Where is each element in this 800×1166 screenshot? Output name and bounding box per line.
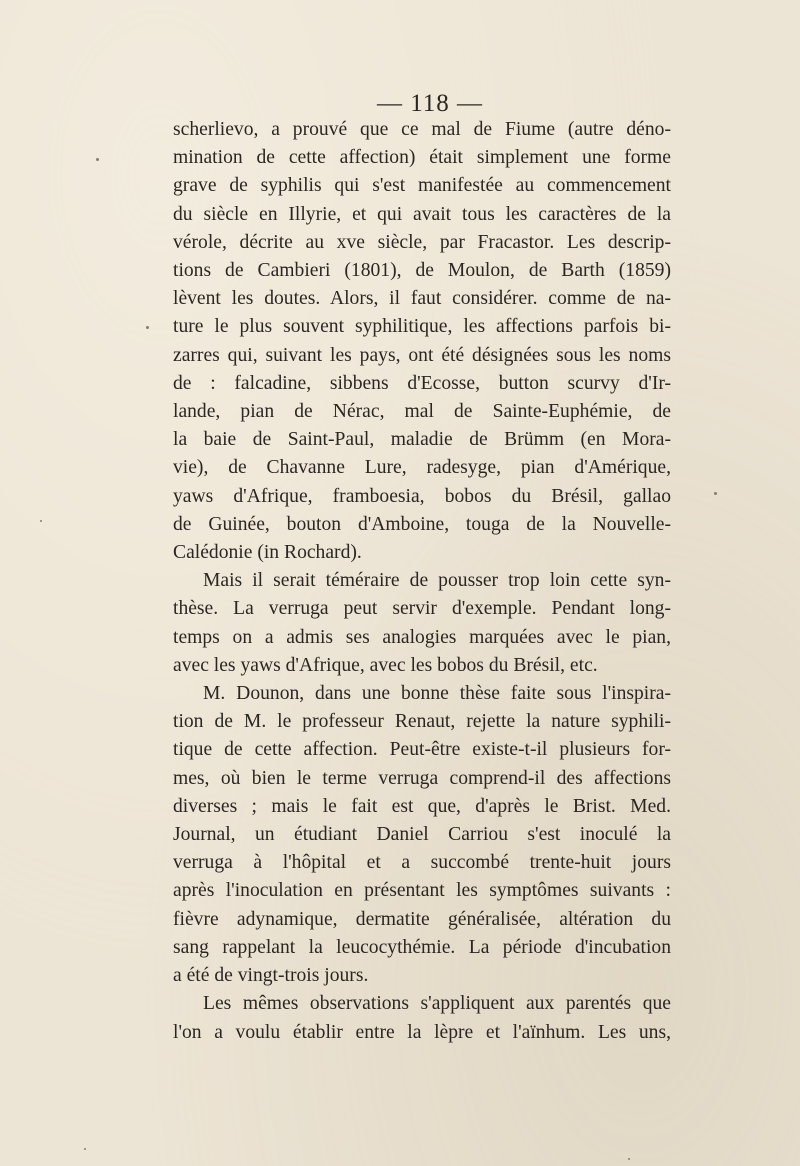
text-line: la baie de Saint-Paul, maladie de Brümm (en Mora- <box>173 429 671 451</box>
paper-speck <box>714 492 717 495</box>
text-line: mination de cette affection) était simplement une forme <box>173 147 671 169</box>
paper-speck <box>96 158 99 161</box>
text-line: lande, pian de Nérac, mal de Sainte-Euphémie, de <box>173 401 671 423</box>
text-line: scherlievo, a prouvé que ce mal de Fiume (autre déno- <box>173 119 671 140</box>
text-line: Journal, un étudiant Daniel Carriou s'est inoculé la <box>173 824 671 846</box>
text-line: Calédonie (in Rochard). <box>173 542 362 564</box>
text-line: zarres qui, suivant les pays, ont été désignées sous les noms <box>173 344 671 366</box>
text-line: Mais il serait téméraire de pousser trop loin cette syn- <box>203 570 671 592</box>
text-line: de : falcadine, sibbens d'Ecosse, button scurvy d'Ir- <box>173 372 671 394</box>
text-line: a été de vingt-trois jours. <box>173 965 369 987</box>
text-line: du siècle en Illyrie, et qui avait tous les caractères de la <box>173 203 671 225</box>
paper-speck <box>628 1158 630 1160</box>
text-line: mes, où bien le terme verruga comprend-il des affections <box>173 767 671 789</box>
text-line: diverses ; mais le fait est que, d'après le Brist. Med. <box>173 795 671 817</box>
text-line: verruga à l'hôpital et a succombé trente-huit jours <box>173 852 671 874</box>
text-line: lèvent les doutes. Alors, il faut considérer. comme de na- <box>173 288 671 310</box>
text-line: tique de cette affection. Peut-être existe-t-il plusieurs for- <box>173 739 671 761</box>
page-number: — 118 — <box>376 90 484 117</box>
text-line: temps on a admis ses analogies marquées avec le pian, <box>173 626 671 648</box>
text-line: après l'inoculation en présentant les symptômes suivants : <box>173 880 671 902</box>
text-line: de Guinée, bouton d'Amboine, touga de la Nouvelle- <box>173 513 671 535</box>
text-line: M. Dounon, dans une bonne thèse faite sous l'inspira- <box>203 683 671 705</box>
paper-speck <box>40 520 42 522</box>
text-line: vie), de Chavanne Lure, radesyge, pian d'Amérique, <box>173 457 671 479</box>
text-line: tions de Cambieri (1801), de Moulon, de Barth (1859) <box>173 260 671 282</box>
text-line: grave de syphilis qui s'est manifestée au commencement <box>173 175 671 197</box>
text-line: ture le plus souvent syphilitique, les affections parfois bi- <box>173 316 671 338</box>
text-line: sang rappelant la leucocythémie. La période d'incubation <box>173 936 671 958</box>
paper-speck <box>84 1148 86 1150</box>
text-line: yaws d'Afrique, framboesia, bobos du Brésil, gallao <box>173 485 671 507</box>
text-line: Les mêmes observations s'appliquent aux parentés que <box>203 993 671 1015</box>
text-line: l'on a voulu établir entre la lèpre et l'aïnhum. Les uns, <box>173 1021 671 1043</box>
text-line: fièvre adynamique, dermatite généralisée, altération du <box>173 908 671 930</box>
text-line: thèse. La verruga peut servir d'exemple. Pendant long- <box>173 598 671 620</box>
text-line: vérole, décrite au xve siècle, par Fracastor. Les descrip- <box>173 231 671 253</box>
text-line: tion de M. le professeur Renaut, rejette la nature syphili- <box>173 711 671 733</box>
text-line: avec les yaws d'Afrique, avec les bobos du Brésil, etc. <box>173 654 598 676</box>
paper-speck <box>146 326 149 329</box>
body-text <box>173 116 671 1047</box>
